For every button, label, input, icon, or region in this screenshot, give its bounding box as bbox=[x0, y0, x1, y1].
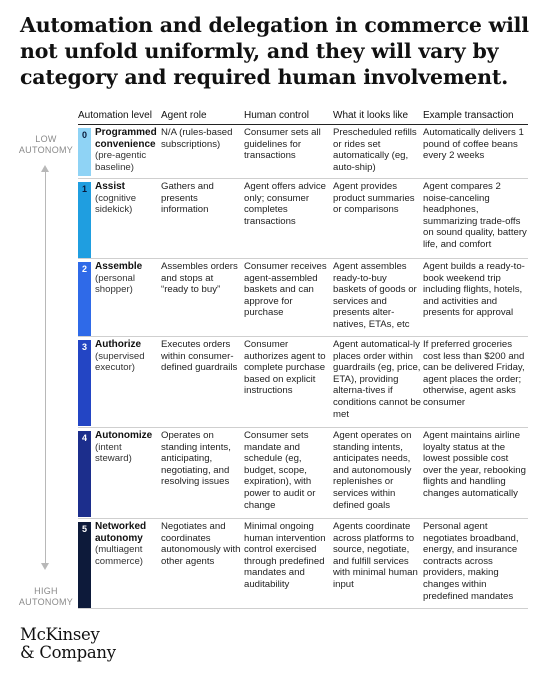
level-description: (pre-agentic baseline) bbox=[95, 150, 147, 173]
axis-low-label: LOW AUTONOMY bbox=[18, 134, 74, 155]
human-control-cell: Consumer sets all guidelines for transactions bbox=[244, 127, 321, 162]
level-name: Programmed convenience bbox=[95, 127, 157, 150]
level-color-bar bbox=[78, 431, 91, 517]
level-color-bar bbox=[78, 128, 91, 176]
example-transaction-cell: Automatically delivers 1 pound of coffee beans every 2 weeks bbox=[423, 127, 524, 162]
level-description: (intent steward) bbox=[95, 441, 132, 465]
level-number: 2 bbox=[81, 264, 87, 274]
level-name: Autonomize bbox=[95, 430, 153, 441]
agent-role-cell: Assembles orders and stops at “ready to buy” bbox=[161, 261, 238, 296]
what-it-looks-like-cell: Agents coordinate across platforms to source, negotiate, and fulfill services with minimal human input bbox=[333, 521, 418, 590]
table-header bbox=[78, 108, 528, 125]
autonomy-axis-line bbox=[45, 170, 46, 566]
table-row bbox=[78, 428, 528, 519]
level-description: (cognitive sidekick) bbox=[95, 192, 137, 216]
level-number: 0 bbox=[81, 130, 87, 140]
agent-role-cell: N/A (rules-based subscriptions) bbox=[161, 127, 233, 150]
level-name: Authorize bbox=[95, 339, 142, 350]
level-number: 5 bbox=[81, 524, 87, 534]
agent-role-cell: Executes orders within consumer-defined guardrails bbox=[161, 339, 238, 374]
human-control-cell: Agent offers advice only; consumer completes transactions bbox=[244, 181, 326, 227]
header-human-control: Human control bbox=[244, 110, 310, 121]
level-cell bbox=[95, 181, 161, 216]
level-name: Networked autonomy bbox=[95, 521, 147, 544]
company-logo bbox=[20, 626, 116, 662]
human-control-cell: Consumer receives agent-assembled baskets and can approve for purchase bbox=[244, 261, 327, 319]
level-cell bbox=[95, 127, 161, 173]
example-transaction-cell: Personal agent negotiates broadband, energy, and insurance contracts across providers, making changes within predefined mandates bbox=[423, 521, 519, 602]
axis-high-label: HIGH AUTONOMY bbox=[18, 586, 74, 607]
example-transaction-cell: Agent builds a ready-to-book weekend trip including flights, hotels, and activities and presents for approval bbox=[423, 261, 525, 319]
header-example-transaction: Example transaction bbox=[423, 110, 514, 121]
human-control-cell: Consumer authorizes agent to complete purchase based on explicit instructions bbox=[244, 339, 326, 397]
table-row bbox=[78, 519, 528, 609]
example-transaction-cell: Agent compares 2 noise-canceling headphones, summarizing trade-offs on sound quality, battery life, and comfort bbox=[423, 181, 527, 250]
agent-role-cell: Gathers and presents information bbox=[161, 181, 214, 216]
logo-line-2: & Company bbox=[20, 643, 116, 662]
level-color-bar bbox=[78, 522, 91, 608]
level-number: 4 bbox=[81, 433, 87, 443]
human-control-cell: Consumer sets mandate and schedule (eg, budget, scope, expiration), with power to audit or change bbox=[244, 430, 316, 511]
page-title: Automation and delegation in commerce will not unfold uniformly, and they will vary by category and required human involvement. bbox=[20, 13, 529, 89]
level-cell bbox=[95, 339, 161, 374]
level-color-bar bbox=[78, 340, 91, 426]
level-cell bbox=[95, 521, 161, 567]
table-row bbox=[78, 125, 528, 179]
table-row bbox=[78, 337, 528, 428]
level-description: (multiagent commerce) bbox=[95, 544, 143, 567]
level-color-bar bbox=[78, 182, 91, 258]
agent-role-cell: Negotiates and coordinates autonomously with other agents bbox=[161, 521, 241, 567]
level-description: (personal shopper) bbox=[95, 272, 135, 296]
level-number: 1 bbox=[81, 184, 87, 194]
level-number: 3 bbox=[81, 342, 87, 352]
example-transaction-cell: If preferred groceries cost less than $200 and can be delivered Friday, agent places the order; otherwise, agent asks consumer bbox=[423, 339, 525, 408]
level-cell bbox=[95, 430, 161, 465]
row-divider bbox=[78, 608, 528, 609]
table-row bbox=[78, 259, 528, 337]
example-transaction-cell: Agent maintains airline loyalty status at the lowest possible cost over the year, rebooking flights and handling changes automatically bbox=[423, 430, 526, 499]
agent-role-cell: Operates on standing intents, anticipating, negotiating, and resolving issues bbox=[161, 430, 231, 488]
level-name: Assemble bbox=[95, 261, 143, 272]
level-color-bar bbox=[78, 262, 91, 336]
arrow-down-icon bbox=[41, 563, 49, 570]
what-it-looks-like-cell: Agent assembles ready-to-buy baskets of goods or services and presents alter-natives, ETAs, etc bbox=[333, 261, 417, 330]
what-it-looks-like-cell: Agent automatical-ly places order within guardrails (eg, price, ETA), providing alterna-tives if conditions cannot be met bbox=[333, 339, 422, 420]
level-name: Assist bbox=[95, 181, 126, 192]
header-agent-role: Agent role bbox=[161, 110, 207, 121]
logo-line-1: McKinsey bbox=[20, 625, 100, 644]
what-it-looks-like-cell: Prescheduled refills or rides set automatically (eg, auto-ship) bbox=[333, 127, 417, 173]
header-what-it-looks-like: What it looks like bbox=[333, 110, 409, 121]
human-control-cell: Minimal ongoing human intervention control exercised through predefined mandates and auditability bbox=[244, 521, 326, 590]
what-it-looks-like-cell: Agent operates on standing intents, anticipates needs, and autonomously replenishes or services within defined goals bbox=[333, 430, 412, 511]
what-it-looks-like-cell: Agent provides product summaries or comparisons bbox=[333, 181, 415, 216]
level-description: (supervised executor) bbox=[95, 350, 145, 374]
header-automation-level: Automation level bbox=[78, 110, 152, 121]
level-cell bbox=[95, 261, 161, 296]
table-row bbox=[78, 179, 528, 259]
